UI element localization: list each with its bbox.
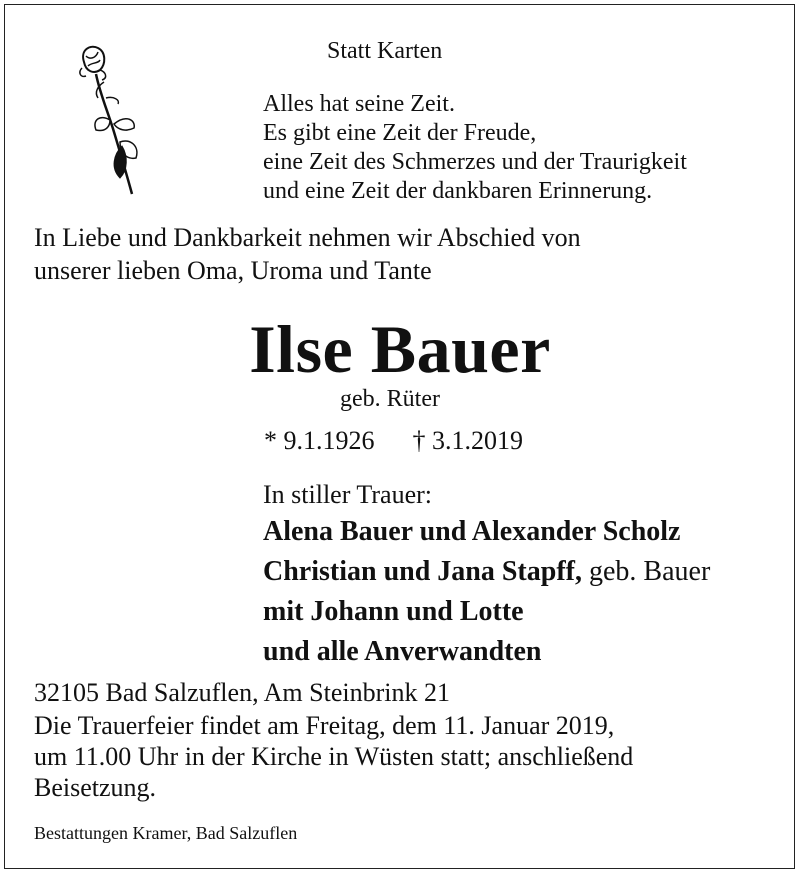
mourner-line: und alle Anverwandten [263, 636, 542, 667]
ceremony-info [34, 710, 633, 803]
rose-icon [70, 42, 150, 202]
birth-date: * 9.1.1926 [264, 426, 375, 455]
mourning-label: In stiller Trauer: [263, 480, 432, 509]
intro-text [34, 221, 581, 287]
poem-line: Es gibt eine Zeit der Freude, [263, 120, 537, 146]
maiden-name: geb. Rüter [340, 386, 440, 412]
undertaker: Bestattungen Kramer, Bad Salzuflen [34, 823, 298, 843]
statt-karten: Statt Karten [327, 38, 443, 64]
poem-line: und eine Zeit der dankbaren Erinnerung. [263, 178, 653, 204]
death-date: † 3.1.2019 [412, 426, 523, 455]
mourner-line [263, 552, 710, 592]
deceased-name: Ilse Bauer [249, 311, 551, 387]
intro-line: unserer lieben Oma, Uroma und Tante [34, 256, 432, 285]
mourner-names: Christian und Jana Stapff, [263, 556, 582, 587]
ceremony-line: Beisetzung. [34, 773, 157, 802]
life-dates [264, 426, 523, 456]
mourners-list [263, 512, 710, 672]
ceremony-line: Die Trauerfeier findet am Freitag, dem 11. Januar 2019, [34, 711, 615, 740]
mourner-maiden: geb. Bauer [581, 556, 711, 587]
mourner-line: Alena Bauer und Alexander Scholz [263, 516, 681, 547]
poem-line: eine Zeit des Schmerzes und der Traurigkeit [263, 149, 687, 175]
intro-line: In Liebe und Dankbarkeit nehmen wir Abschied von [34, 223, 581, 252]
poem [263, 90, 687, 206]
poem-line: Alles hat seine Zeit. [263, 91, 455, 117]
address: 32105 Bad Salzuflen, Am Steinbrink 21 [34, 678, 450, 707]
ceremony-line: um 11.00 Uhr in der Kirche in Wüsten statt; anschließend [34, 742, 634, 771]
mourner-line: mit Johann und Lotte [263, 596, 524, 627]
